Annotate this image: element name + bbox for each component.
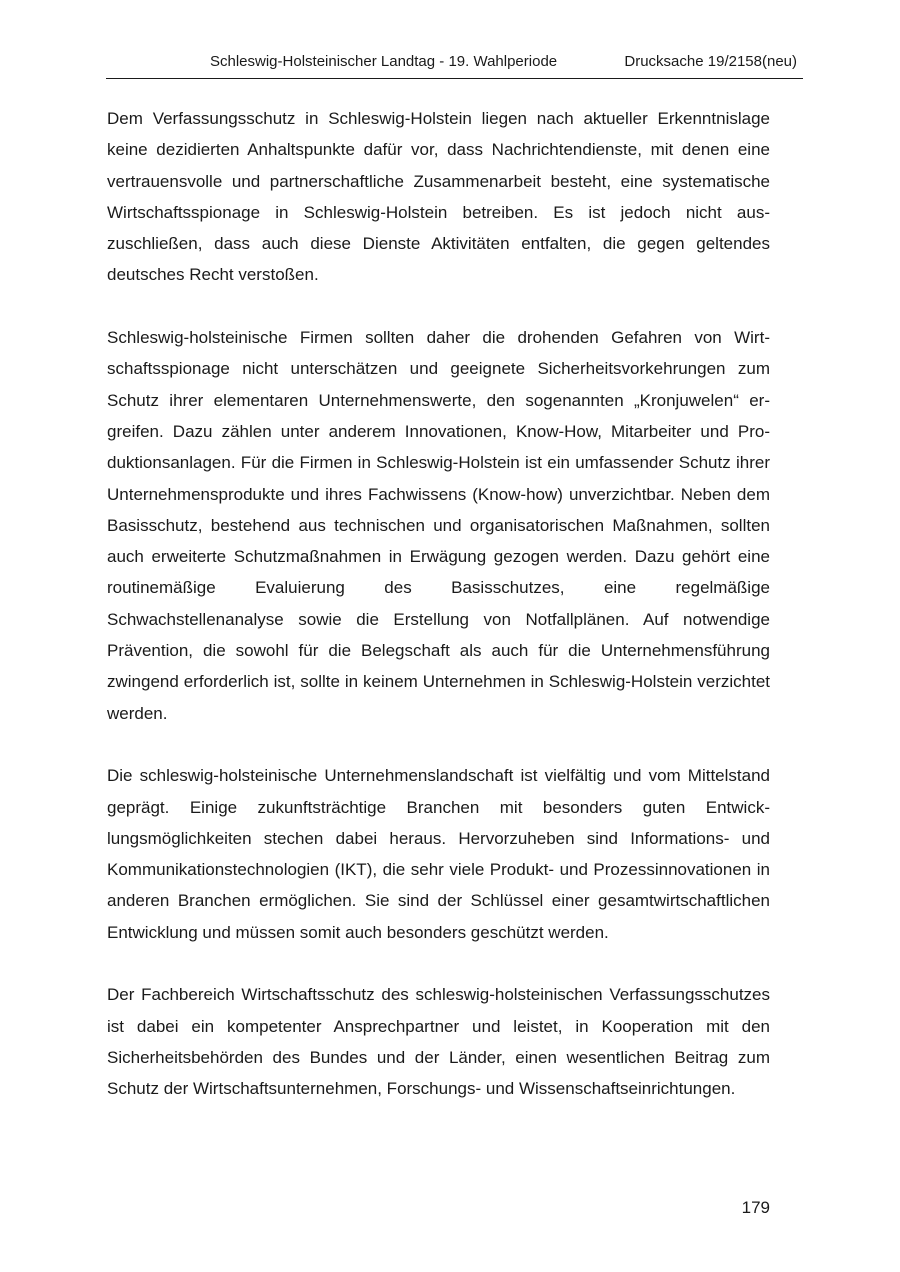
page-header <box>106 50 803 79</box>
header-document-number: Drucksache 19/2158(neu) <box>624 53 797 70</box>
page-number: 179 <box>741 1198 770 1217</box>
paragraph: Der Fachbereich Wirtschaftsschutz des schleswig-holsteinischen Verfassungsschutzes ist dabei ein kompetenter Ansprechpartner und leistet, in Kooperation mit den Sicherheitsbehörden des Bundes und der Länder, einen wesentlichen Beitrag zum Schutz der Wirtschaftsunternehmen, Forschungs- und Wissenschaftseinrichtungen. <box>107 985 770 1099</box>
paragraph: Schleswig-holsteinische Firmen sollten daher die drohenden Gefahren von Wirtschaftsspionage nicht unterschätzen und geeignete Sicherheitsvorkehrungen zum Schutz ihrer elementaren Unternehmenswerte, den sogenannten „Kronjuwelen“ ergreifen. Dazu zählen unter anderem Innovationen, Know-How, Mitarbeiter und Produktionsanlagen. Für die Firmen in Schleswig-Holstein ist ein umfassender Schutz ihrer Unternehmensprodukte und ihres Fachwissens (Know-how) unverzichtbar. Neben dem Basisschutz, bestehend aus technischen und organisatorischen Maßnahmen, sollten auch erweiterte Schutzmaßnahmen in Erwägung gezogen werden. Dazu gehört eine routinemäßige Evaluierung des Basisschutzes, eine regelmäßige Schwachstellenanalyse sowie die Erstellung von Notfallplänen. Auf notwendige Prävention, die sowohl für die Belegschaft als auch für die Unternehmensführung zwingend erforderlich ist, sollte in keinem Unternehmen in Schleswig-Holstein verzichtet werden. <box>107 328 770 723</box>
paragraph: Dem Verfassungsschutz in Schleswig-Holstein liegen nach aktueller Erkenntnislage keine dezidierten Anhaltspunkte dafür vor, dass Nachrichtendienste, mit denen eine vertrauensvolle und partnerschaftliche Zusammenarbeit besteht, eine systematische Wirtschaftsspionage in Schleswig-Holstein betreiben. Es ist jedoch nicht auszuschließen, dass auch diese Dienste Aktivitäten entfalten, die gegen geltendes deutsches Recht verstoßen. <box>107 109 770 285</box>
header-title: Schleswig-Holsteinischer Landtag - 19. Wahlperiode <box>210 53 558 70</box>
document-body <box>107 103 770 1136</box>
paragraph: Die schleswig-holsteinische Unternehmenslandschaft ist vielfältig und vom Mittelstand geprägt. Einige zukunftsträchtige Branchen mit besonders guten Entwicklungsmöglichkeiten stechen dabei heraus. Hervorzuheben sind Informations- und Kommunikationstechnologien (IKT), die sehr viele Produkt- und Prozessinnovationen in anderen Branchen ermöglichen. Sie sind der Schlüssel einer gesamtwirtschaftlichen Entwicklung und müssen somit auch besonders geschützt werden. <box>107 766 770 942</box>
